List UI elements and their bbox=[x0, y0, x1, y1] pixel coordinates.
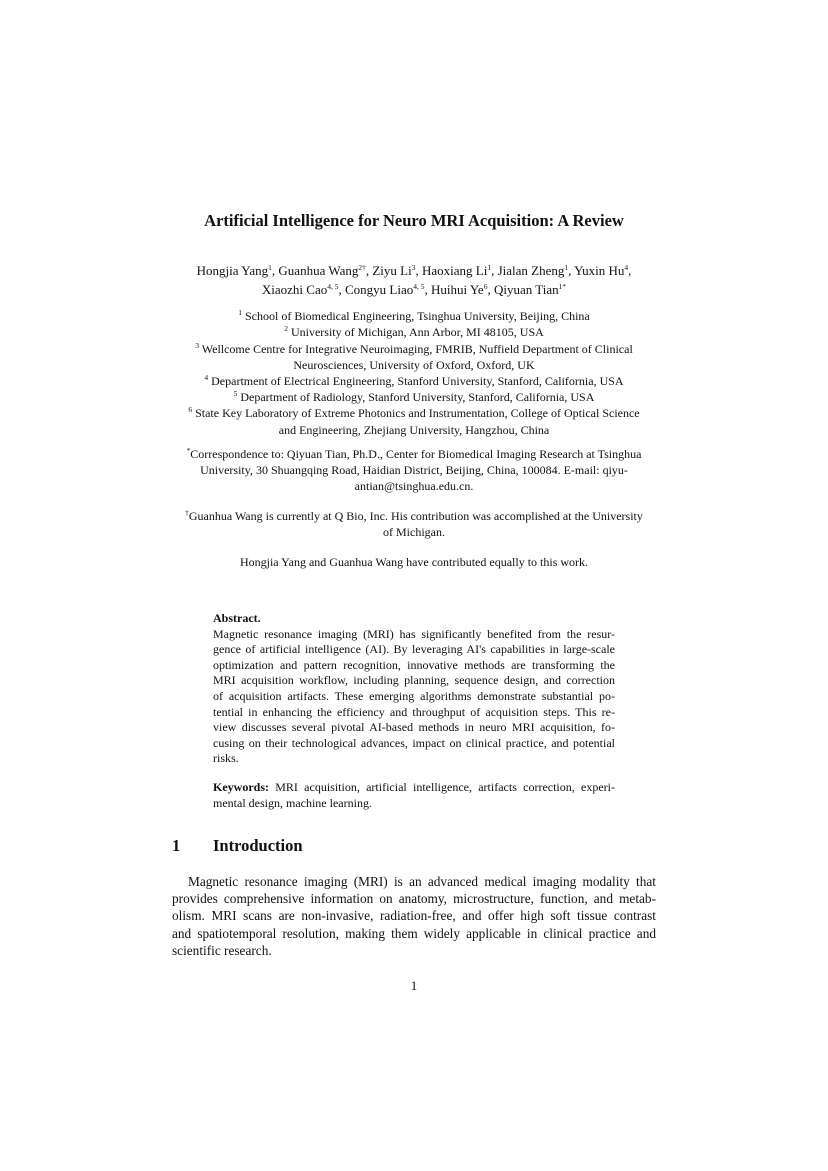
affiliation-mark: 5 bbox=[233, 389, 238, 399]
intro-line: and spatiotemporal resolution, making them widely applicable in clinical practice and bbox=[172, 925, 656, 941]
affiliation-item bbox=[160, 342, 668, 358]
author-name: Ziyu Li bbox=[372, 263, 412, 278]
affiliation-item bbox=[160, 325, 668, 341]
author-name: Congyu Liao bbox=[344, 282, 414, 297]
equal-contribution-note: Hongjia Yang and Guanhua Wang have contributed equally to this work. bbox=[239, 555, 589, 569]
abstract-line: of acquisition artifacts. These emerging algorithms demonstrate substantial po- bbox=[213, 688, 615, 703]
abstract-heading: Abstract. bbox=[213, 611, 261, 625]
author-affil-mark: 4 bbox=[624, 263, 629, 272]
abstract-line: view discusses several pivotal AI-based methods in neuro MRI acquisition, fo- bbox=[213, 720, 615, 735]
intro-line: olism. MRI scans are non-invasive, radiation-free, and offer high soft tissue contrast bbox=[172, 908, 656, 924]
author-affil-mark: 1* bbox=[558, 282, 567, 291]
author-name: Jialan Zheng bbox=[497, 263, 565, 278]
affiliation-text: School of Biomedical Engineering, Tsinghua University, Beijing, China bbox=[244, 309, 590, 323]
correspondence-text: Correspondence to: Qiyuan Tian, Ph.D., Center for Biomedical Imaging Research at Tsinghua bbox=[190, 447, 642, 461]
affiliation-mark: 1 bbox=[238, 308, 242, 317]
author-affil-mark: 4, 5 bbox=[413, 282, 425, 291]
abstract-line: risks. bbox=[213, 751, 239, 766]
keywords-line bbox=[213, 780, 615, 796]
author-name: Qiyuan Tian bbox=[493, 282, 559, 297]
author-sep: , bbox=[628, 263, 632, 278]
author-note-line bbox=[160, 509, 668, 525]
affiliation-continuation: and Engineering, Zhejiang University, Hangzhou, China bbox=[278, 422, 550, 437]
affiliation-item bbox=[160, 406, 668, 422]
affiliation-item bbox=[160, 309, 668, 325]
author-line-1 bbox=[160, 262, 668, 281]
author-sep: , bbox=[271, 263, 279, 278]
author-name: Haoxiang Li bbox=[421, 263, 488, 278]
author-name: Huihui Ye bbox=[430, 282, 484, 297]
abstract-line: tential in enhancing the efficiency and throughput of acquisition steps. This re- bbox=[213, 704, 615, 719]
author-name: Yuxin Hu bbox=[574, 263, 625, 278]
affiliation-text: University of Michigan, Ann Arbor, MI 48105, USA bbox=[290, 325, 544, 340]
keywords bbox=[213, 780, 615, 811]
author-affil-mark: 1 bbox=[487, 263, 492, 272]
section-number: 1 bbox=[172, 836, 181, 855]
abstract-line: cusing on their technological advances, impact on clinical practice, and potential bbox=[213, 735, 615, 750]
correspondence-line bbox=[160, 447, 668, 463]
author-list bbox=[160, 262, 668, 300]
author-note-line: of Michigan. bbox=[383, 525, 445, 540]
paper-title: Artificial Intelligence for Neuro MRI Acquisition: A Review bbox=[204, 211, 624, 230]
author-sep: , bbox=[424, 282, 431, 297]
correspondence-email[interactable]: antian@tsinghua.edu.cn. bbox=[354, 478, 474, 493]
affiliation-mark: 3 bbox=[195, 340, 199, 350]
author-sep: , bbox=[491, 263, 498, 278]
affiliation-text: Wellcome Centre for Integrative Neuroimaging, FMRIB, Nuffield Department of Clinical bbox=[201, 341, 633, 356]
correspondence-note bbox=[160, 447, 668, 494]
author-affil-mark: 2† bbox=[358, 263, 366, 272]
correspondence-mark: * bbox=[186, 446, 191, 455]
intro-line: Magnetic resonance imaging (MRI) is an advanced medical imaging modality that bbox=[188, 874, 656, 889]
affiliation-continuation: Neurosciences, University of Oxford, Oxford, UK bbox=[293, 358, 535, 373]
section-heading bbox=[172, 836, 303, 856]
author-sep: , bbox=[415, 263, 422, 278]
affiliation-text: Department of Electrical Engineering, Stanford University, Stanford, California, USA bbox=[211, 373, 624, 388]
author-affil-mark: 1 bbox=[564, 263, 569, 272]
section-title: Introduction bbox=[213, 836, 303, 855]
keywords-line: mental design, machine learning. bbox=[213, 795, 372, 810]
affiliation-text: Department of Radiology, Stanford University, Stanford, California, USA bbox=[240, 390, 595, 405]
author-affil-mark: 3 bbox=[411, 263, 416, 272]
author-affil-mark: 4, 5 bbox=[327, 282, 339, 291]
keywords-label: Keywords: bbox=[213, 780, 269, 794]
author-sep: , bbox=[338, 282, 345, 297]
affiliation-mark: 2 bbox=[284, 324, 288, 334]
intro-paragraph bbox=[172, 873, 656, 959]
abstract bbox=[213, 611, 615, 767]
affiliation-mark: 4 bbox=[204, 372, 209, 382]
keywords-text: MRI acquisition, artificial intelligence, artifacts correction, experi- bbox=[269, 780, 615, 794]
author-sep: , bbox=[365, 263, 373, 278]
page-number: 1 bbox=[410, 978, 418, 993]
author-name: Hongjia Yang bbox=[196, 263, 269, 278]
affiliation-mark: 6 bbox=[188, 405, 193, 415]
affiliation-list bbox=[160, 309, 668, 438]
author-line-2 bbox=[160, 281, 668, 300]
correspondence-line: University, 30 Shuangqing Road, Haidian District, Beijing, China, 100084. E-mail: qiyu- bbox=[200, 463, 628, 478]
abstract-line: gence of artificial intelligence (AI). By leveraging AI's capabilities in large-scale bbox=[213, 642, 615, 657]
author-note-text: Guanhua Wang is currently at Q Bio, Inc. His contribution was accomplished at the University bbox=[188, 509, 643, 523]
author-affil-mark: 1 bbox=[268, 263, 272, 272]
author-note-mark: † bbox=[185, 508, 189, 517]
abstract-line: Magnetic resonance imaging (MRI) has significantly benefited from the resur- bbox=[213, 626, 615, 641]
abstract-line: MRI acquisition workflow, including planning, sequence design, and correction bbox=[213, 673, 615, 688]
affiliation-text: State Key Laboratory of Extreme Photonics and Instrumentation, College of Optical Science bbox=[195, 406, 640, 421]
affiliation-item bbox=[160, 390, 668, 406]
author-note bbox=[160, 509, 668, 541]
author-affil-mark: 6 bbox=[483, 282, 488, 291]
affiliation-item bbox=[160, 374, 668, 390]
author-name: Guanhua Wang bbox=[278, 263, 359, 278]
author-sep: , bbox=[568, 263, 575, 278]
intro-line: scientific research. bbox=[172, 942, 272, 958]
author-name: Xiaozhi Cao bbox=[261, 282, 328, 297]
author-sep: , bbox=[487, 282, 494, 297]
intro-line: provides comprehensive information on anatomy, microstructure, function, and metab- bbox=[172, 891, 656, 907]
abstract-line: optimization and pattern recognition, innovative methods are transforming the bbox=[213, 657, 615, 672]
